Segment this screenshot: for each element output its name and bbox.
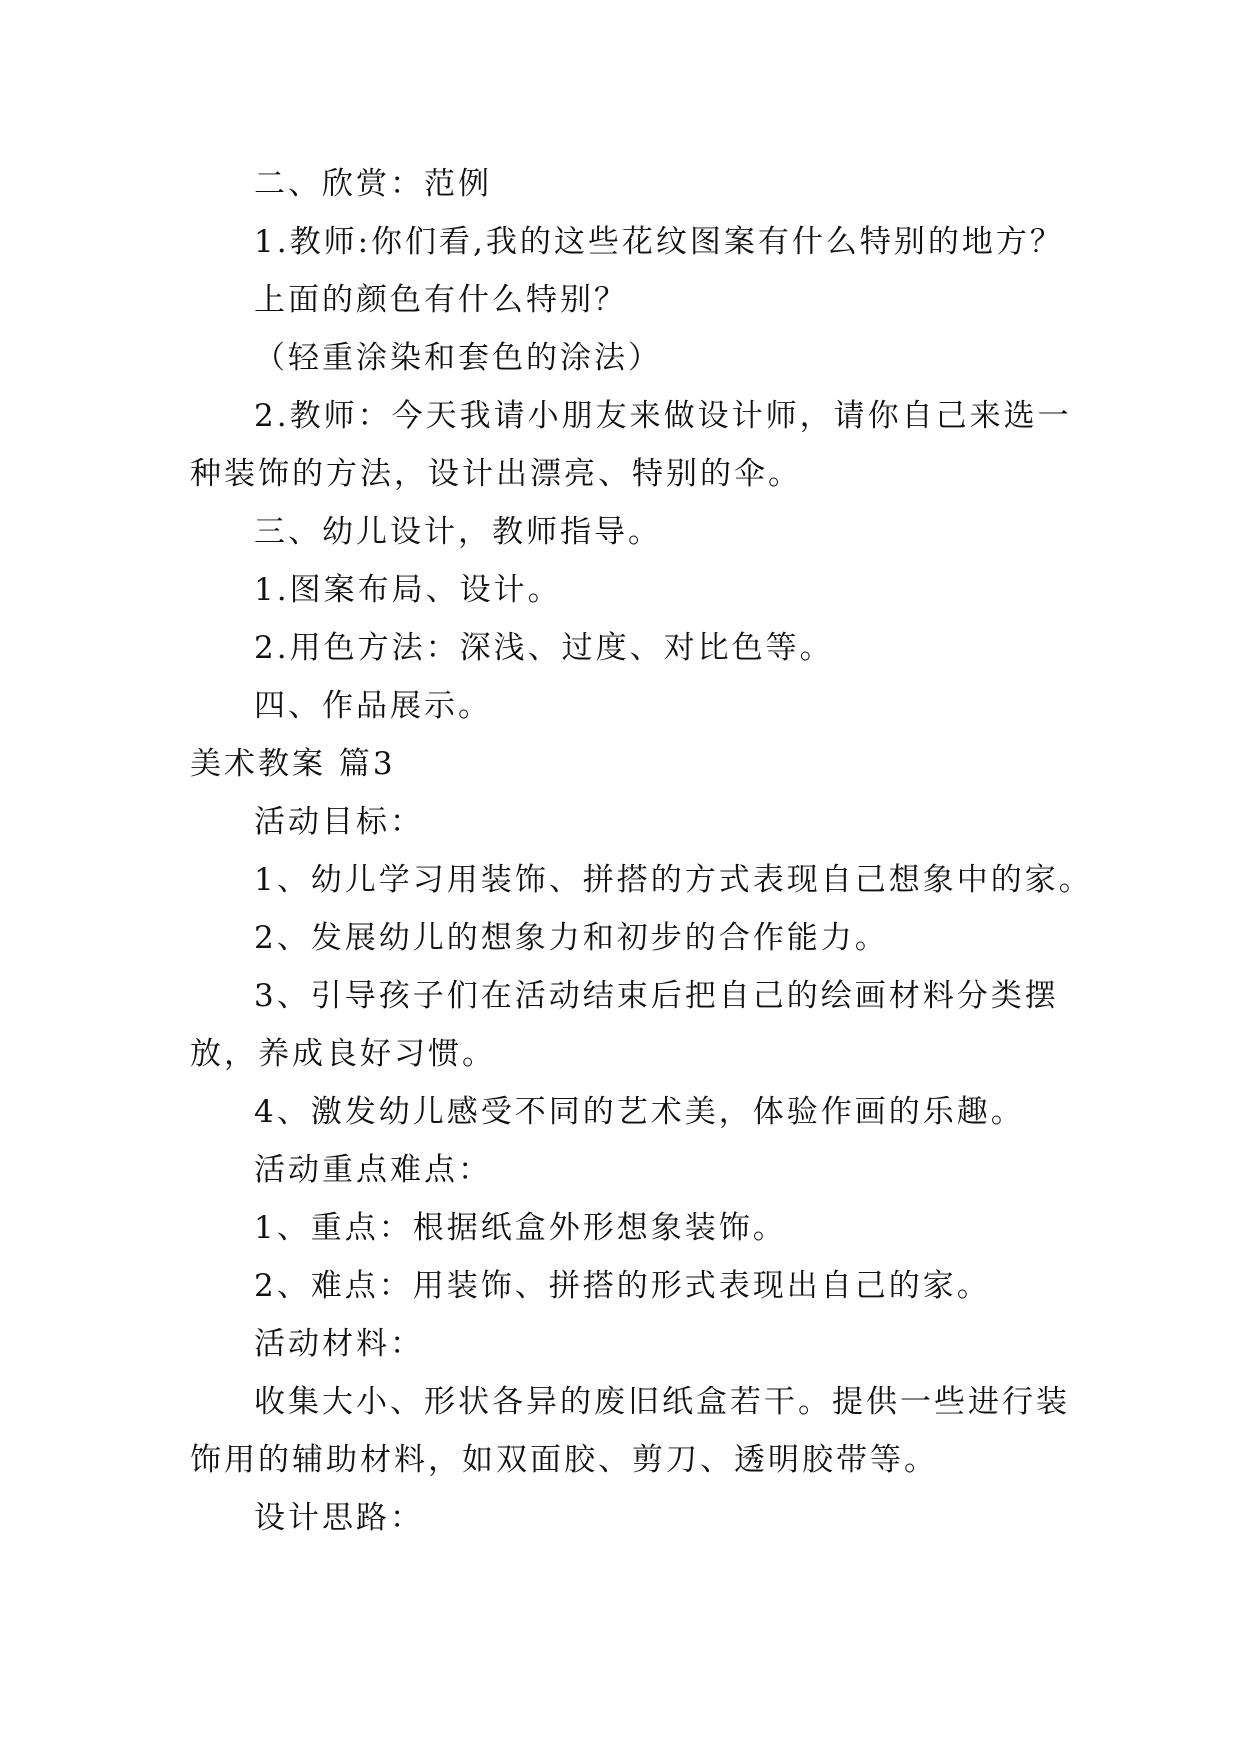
- list-item: 2.用色方法：深浅、过度、对比色等。: [254, 630, 834, 666]
- list-item: 1.图案布局、设计。: [254, 572, 562, 608]
- section-heading-exhibition: 四、作品展示。: [254, 688, 492, 724]
- paragraph-line: 饰用的辅助材料，如双面胶、剪刀、透明胶带等。: [190, 1442, 938, 1478]
- article-title: 美术教案 篇3: [190, 746, 396, 782]
- subheading-materials: 活动材料：: [254, 1326, 424, 1362]
- paragraph-line: （轻重涂染和套色的涂法）: [254, 340, 662, 376]
- list-item-continued: 放，养成良好习惯。: [190, 1036, 496, 1072]
- list-item: 2、发展幼儿的想象力和初步的合作能力。: [254, 920, 889, 956]
- paragraph-line: 种装饰的方法，设计出漂亮、特别的伞。: [190, 456, 802, 492]
- list-item: 1、重点：根据纸盒外形想象装饰。: [254, 1210, 787, 1246]
- list-item: 1、幼儿学习用装饰、拼搭的方式表现自己想象中的家。: [254, 862, 1093, 898]
- list-item: 2、难点：用装饰、拼搭的形式表现出自己的家。: [254, 1268, 991, 1304]
- section-heading-appreciation: 二、欣赏：范例: [254, 166, 492, 202]
- list-item: 4、激发幼儿感受不同的艺术美，体验作画的乐趣。: [254, 1094, 1025, 1130]
- subheading-activity-goals: 活动目标：: [254, 804, 424, 840]
- paragraph-line: 上面的颜色有什么特别？: [254, 282, 628, 318]
- paragraph-line: 2.教师：今天我请小朋友来做设计师，请你自己来选一: [254, 398, 1072, 434]
- paragraph-line: 收集大小、形状各异的废旧纸盒若干。提供一些进行装: [254, 1384, 1070, 1420]
- list-item: 3、引导孩子们在活动结束后把自己的绘画材料分类摆: [254, 978, 1059, 1014]
- subheading-design-ideas: 设计思路：: [254, 1500, 424, 1536]
- section-heading-design: 三、幼儿设计，教师指导。: [254, 514, 662, 550]
- subheading-key-points: 活动重点难点：: [254, 1152, 492, 1188]
- paragraph-line: 1.教师:你们看,我的这些花纹图案有什么特别的地方？: [254, 224, 1064, 260]
